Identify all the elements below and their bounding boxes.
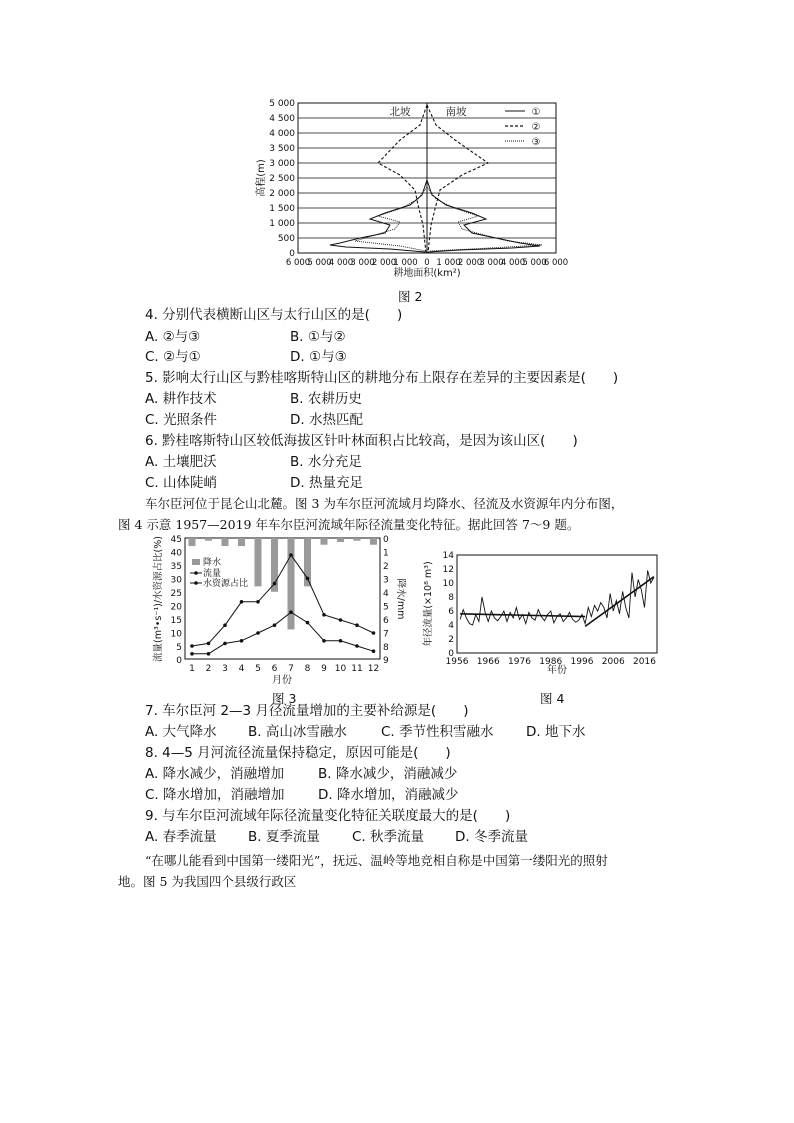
fig3-right-tick: 2: [383, 562, 389, 572]
fig3-right-tick: 5: [383, 602, 389, 613]
fig2-xtick: 1 000: [393, 258, 418, 268]
fig2-legend: [505, 107, 540, 148]
q5-option-c[interactable]: C. 光照条件: [145, 412, 218, 428]
fig2-legend-2: ②: [531, 122, 541, 133]
fig3-left-tick: 25: [170, 589, 182, 599]
fig2-series-3: [355, 187, 542, 251]
fig3-precip-bar: [337, 538, 344, 542]
q9-option-a[interactable]: A. 春季流量: [145, 829, 217, 845]
figure-4-chart: [420, 548, 670, 676]
q7-option-d[interactable]: D. 地下水: [526, 724, 586, 740]
fig2-xlabel: 耕地面积(km²): [393, 268, 461, 279]
fig3-flow-point: [240, 600, 244, 604]
fig4-xtick: 1976: [508, 657, 531, 667]
q4-option-a[interactable]: A. ②与③: [145, 329, 201, 345]
fig2-ytick: 4 000: [269, 129, 295, 139]
fig4-ytick: 14: [442, 551, 454, 561]
fig4-ytick: 6: [448, 607, 454, 617]
fig2-xtick: 3 000: [350, 258, 375, 268]
q5-stem: 5. 影响太行山区与黔桂喀斯特山区的耕地分布上限存在差异的主要因素是( ): [145, 370, 619, 386]
q5-option-a[interactable]: A. 耕作技术: [145, 391, 217, 407]
fig2-xtick: 5 000: [522, 258, 547, 268]
fig3-water-share-point: [306, 621, 310, 625]
fig3-left-tick: 0: [176, 656, 182, 666]
q4-stem: 4. 分别代表横断山区与太行山区的是( ): [145, 307, 403, 323]
fig2-ytick: 4 500: [269, 114, 295, 124]
fig3-left-tick: 10: [170, 629, 182, 640]
fig2-ytick: 1 000: [269, 219, 295, 229]
fig2-xtick: 3 000: [479, 258, 504, 268]
q5-option-d[interactable]: D. 水热匹配: [290, 412, 363, 428]
fig2-north-label: 北坡: [389, 106, 411, 118]
q6-option-c[interactable]: C. 山体陡峭: [145, 475, 218, 491]
figure-3-chart: [150, 533, 406, 703]
fig2-south-label: 南坡: [445, 106, 467, 118]
fig3-legend-water-share: 水资源占比: [203, 579, 249, 589]
fig3-month: 9: [321, 664, 327, 674]
q5-option-b[interactable]: B. 农耕历史: [290, 391, 362, 407]
q8-option-d[interactable]: D. 降水增加，消融减少: [318, 787, 459, 803]
fig3-water-share-point: [190, 652, 194, 656]
fig3-water-share-point: [207, 652, 211, 656]
fig2-ytick: 0: [289, 249, 295, 259]
fig3-flow-point: [289, 553, 293, 557]
q6-stem: 6. 黔桂喀斯特山区较低海拔区针叶林面积占比较高，是因为该山区( ): [145, 433, 578, 449]
fig3-month: 6: [271, 664, 278, 674]
fig3-month: 8: [304, 664, 311, 674]
fig4-xtick: 1986: [539, 657, 563, 667]
fig2-xtick: 4 000: [500, 258, 526, 268]
fig3-water-share-point: [322, 639, 326, 643]
q6-option-d[interactable]: D. 热量充足: [290, 475, 363, 491]
fig2-xtick: 4 000: [328, 258, 354, 268]
fig3-right-tick: 0: [383, 535, 389, 545]
fig3-water-share-point: [256, 631, 260, 635]
fig4-xtick: 2016: [633, 657, 656, 667]
fig2-xtick: 6 000: [543, 258, 569, 268]
fig3-caption: 图 3: [272, 691, 297, 706]
q7-option-a[interactable]: A. 大气降水: [145, 724, 217, 740]
fig3-ylabel-right: 降水/mm: [395, 578, 406, 620]
q9-option-d[interactable]: D. 冬季流量: [455, 829, 528, 845]
fig3-left-tick: 35: [170, 562, 182, 572]
fig4-caption: 图 4: [540, 691, 565, 706]
fig3-precip-bar: [205, 538, 212, 541]
fig3-water-share-point: [240, 639, 244, 643]
fig3-right-tick: 7: [383, 629, 389, 640]
fig3-month: 12: [367, 664, 380, 674]
fig4-ytick: 10: [442, 579, 454, 589]
fig3-precip-bar: [288, 538, 295, 629]
fig3-right-tick: 6: [383, 616, 389, 626]
fig2-series-2: [378, 105, 488, 253]
fig3-water-share-point: [289, 610, 293, 614]
fig3-flow-point: [322, 613, 326, 617]
fig3-month: 1: [189, 664, 195, 674]
fig4-xtick: 2006: [601, 657, 625, 667]
fig2-legend-3: ③: [531, 137, 541, 148]
fig3-month: 2: [205, 664, 212, 674]
fig3-legend: [190, 556, 248, 589]
q7-stem: 7. 车尔臣河 2—3 月径流量增加的主要补给源是( ): [145, 703, 469, 719]
fig2-xtick: 5 000: [307, 258, 332, 268]
fig3-water-share-point: [339, 639, 343, 643]
fig2-xtick: 2 000: [457, 258, 483, 268]
fig3-precip-bar: [238, 538, 245, 546]
fig3-water-share-point: [273, 623, 277, 627]
fig3-legend-bar-swatch: [192, 559, 200, 565]
fig3-right-tick: 9: [383, 656, 389, 666]
fig4-ylabel: 年径流量(×10⁸ m³): [423, 561, 434, 647]
q4-option-d[interactable]: D. ①与③: [290, 349, 347, 365]
q4-option-b[interactable]: B. ①与②: [290, 329, 346, 345]
q7-option-b[interactable]: B. 高山冰雪融水: [248, 724, 347, 740]
fig2-series-1: [330, 180, 540, 252]
fig4-xtick: 1956: [445, 657, 469, 667]
fig3-left-tick: 40: [170, 548, 182, 559]
intro-7-9-line1: 车尔臣河位于昆仑山北麓。图 3 为车尔臣河流域月均降水、径流及水资源年内分布图，: [145, 496, 624, 511]
fig3-water-share-point: [223, 642, 227, 646]
fig3-right-tick: 3: [383, 575, 389, 586]
fig3-water-share-point: [355, 644, 359, 648]
fig3-month: 3: [222, 664, 228, 674]
q6-option-a[interactable]: A. 土壤肥沃: [145, 454, 217, 470]
fig3-precip-bar: [222, 538, 229, 546]
fig4-ytick: 12: [442, 565, 454, 575]
fig3-flow-point: [256, 600, 260, 604]
fig3-left-tick: 15: [170, 616, 182, 626]
fig2-ylabel: 高程(m): [256, 159, 267, 197]
fig2-ytick: 5 000: [269, 99, 295, 109]
fig3-xlabel: 月份: [272, 675, 292, 686]
q4-option-c[interactable]: C. ②与①: [145, 349, 201, 365]
figure-2-chart: [250, 95, 570, 300]
intro-7-9-line2: 图 4 示意 1957—2019 年车尔臣河流域年际径流量变化特征。据此回答 7～9 题。: [118, 517, 580, 532]
fig3-ylabel-left: 流量(m³•s⁻¹)/水资源占比(%): [153, 536, 164, 662]
fig2-xtick: 2 000: [371, 258, 397, 268]
fig3-right-tick: 4: [383, 589, 389, 599]
fig4-ytick: 0: [448, 649, 454, 659]
fig3-water-share-line: [192, 612, 374, 654]
intro-next-line1: “在哪儿能看到中国第一缕阳光”，抚远、温岭等地竞相自称是中国第一缕阳光的照射: [145, 853, 608, 868]
fig3-flow-point: [190, 644, 194, 648]
fig4-xtick: 1996: [570, 657, 594, 667]
fig2-ytick: 3 000: [269, 159, 295, 169]
intro-next-line2: 地。图 5 为我国四个县级行政区: [118, 874, 297, 889]
fig3-month: 10: [334, 664, 347, 674]
fig3-month: 7: [288, 664, 294, 674]
fig3-flow-point: [355, 623, 359, 627]
fig3-legend-precip: 降水: [203, 558, 222, 568]
fig2-caption: 图 2: [398, 289, 423, 304]
fig3-flow-point: [306, 577, 310, 581]
fig3-month: 11: [351, 664, 363, 674]
fig2-ytick: 2 000: [269, 189, 295, 199]
q9-option-b[interactable]: B. 夏季流量: [248, 829, 320, 845]
fig3-month: 4: [238, 664, 245, 674]
fig3-precip-bar: [354, 538, 361, 541]
fig3-flow-point: [273, 582, 277, 586]
fig2-legend-1: ①: [531, 107, 541, 118]
q7-option-c[interactable]: C. 季节性积雪融水: [381, 724, 494, 740]
fig3-left-tick: 30: [170, 575, 182, 586]
fig3-precip-bar: [189, 538, 196, 546]
fig4-ytick: 4: [448, 621, 454, 631]
q9-option-c[interactable]: C. 秋季流量: [352, 829, 425, 845]
q6-option-b[interactable]: B. 水分充足: [290, 454, 362, 470]
fig3-left-tick: 20: [170, 602, 182, 613]
fig3-flow-point: [223, 623, 227, 627]
fig2-ytick: 2 500: [269, 174, 295, 184]
fig3-flow-point: [207, 642, 211, 646]
fig3-month: 5: [255, 664, 261, 674]
fig3-left-tick: 5: [176, 643, 182, 653]
q8-stem: 8. 4—5 月河流径流量保持稳定，原因可能是( ): [145, 745, 451, 761]
fig3-left-tick: 45: [170, 535, 182, 545]
fig3-precip-bar: [255, 538, 262, 586]
fig2-xtick: 6 000: [285, 258, 311, 268]
fig3-water-share-point: [372, 649, 376, 653]
fig4-xtick: 1966: [476, 657, 500, 667]
q8-option-a[interactable]: A. 降水减少，消融增加: [145, 766, 285, 782]
fig3-flow-point: [372, 631, 376, 635]
fig2-xtick: 1 000: [436, 258, 461, 268]
q9-stem: 9. 与车尔臣河流域年际径流量变化特征关联度最大的是( ): [145, 808, 511, 824]
q8-option-b[interactable]: B. 降水减少，消融减少: [318, 766, 458, 782]
fig3-legend-flow: 流量: [203, 569, 222, 579]
fig3-precip-bar: [370, 538, 377, 545]
fig3-precip-bar: [321, 538, 328, 545]
fig2-xtick: 0: [424, 258, 430, 268]
fig3-right-tick: 1: [383, 548, 389, 559]
fig3-flow-point: [339, 618, 343, 622]
fig4-ytick: 2: [448, 635, 454, 645]
fig3-right-tick: 8: [383, 643, 389, 653]
q8-option-c[interactable]: C. 降水增加，消融增加: [145, 787, 285, 803]
fig2-ytick: 500: [277, 234, 295, 244]
fig2-ytick: 3 500: [269, 144, 295, 154]
fig2-ytick: 1 500: [269, 204, 295, 214]
fig4-ytick: 8: [448, 593, 454, 603]
fig4-xlabel: 年份: [547, 665, 567, 676]
